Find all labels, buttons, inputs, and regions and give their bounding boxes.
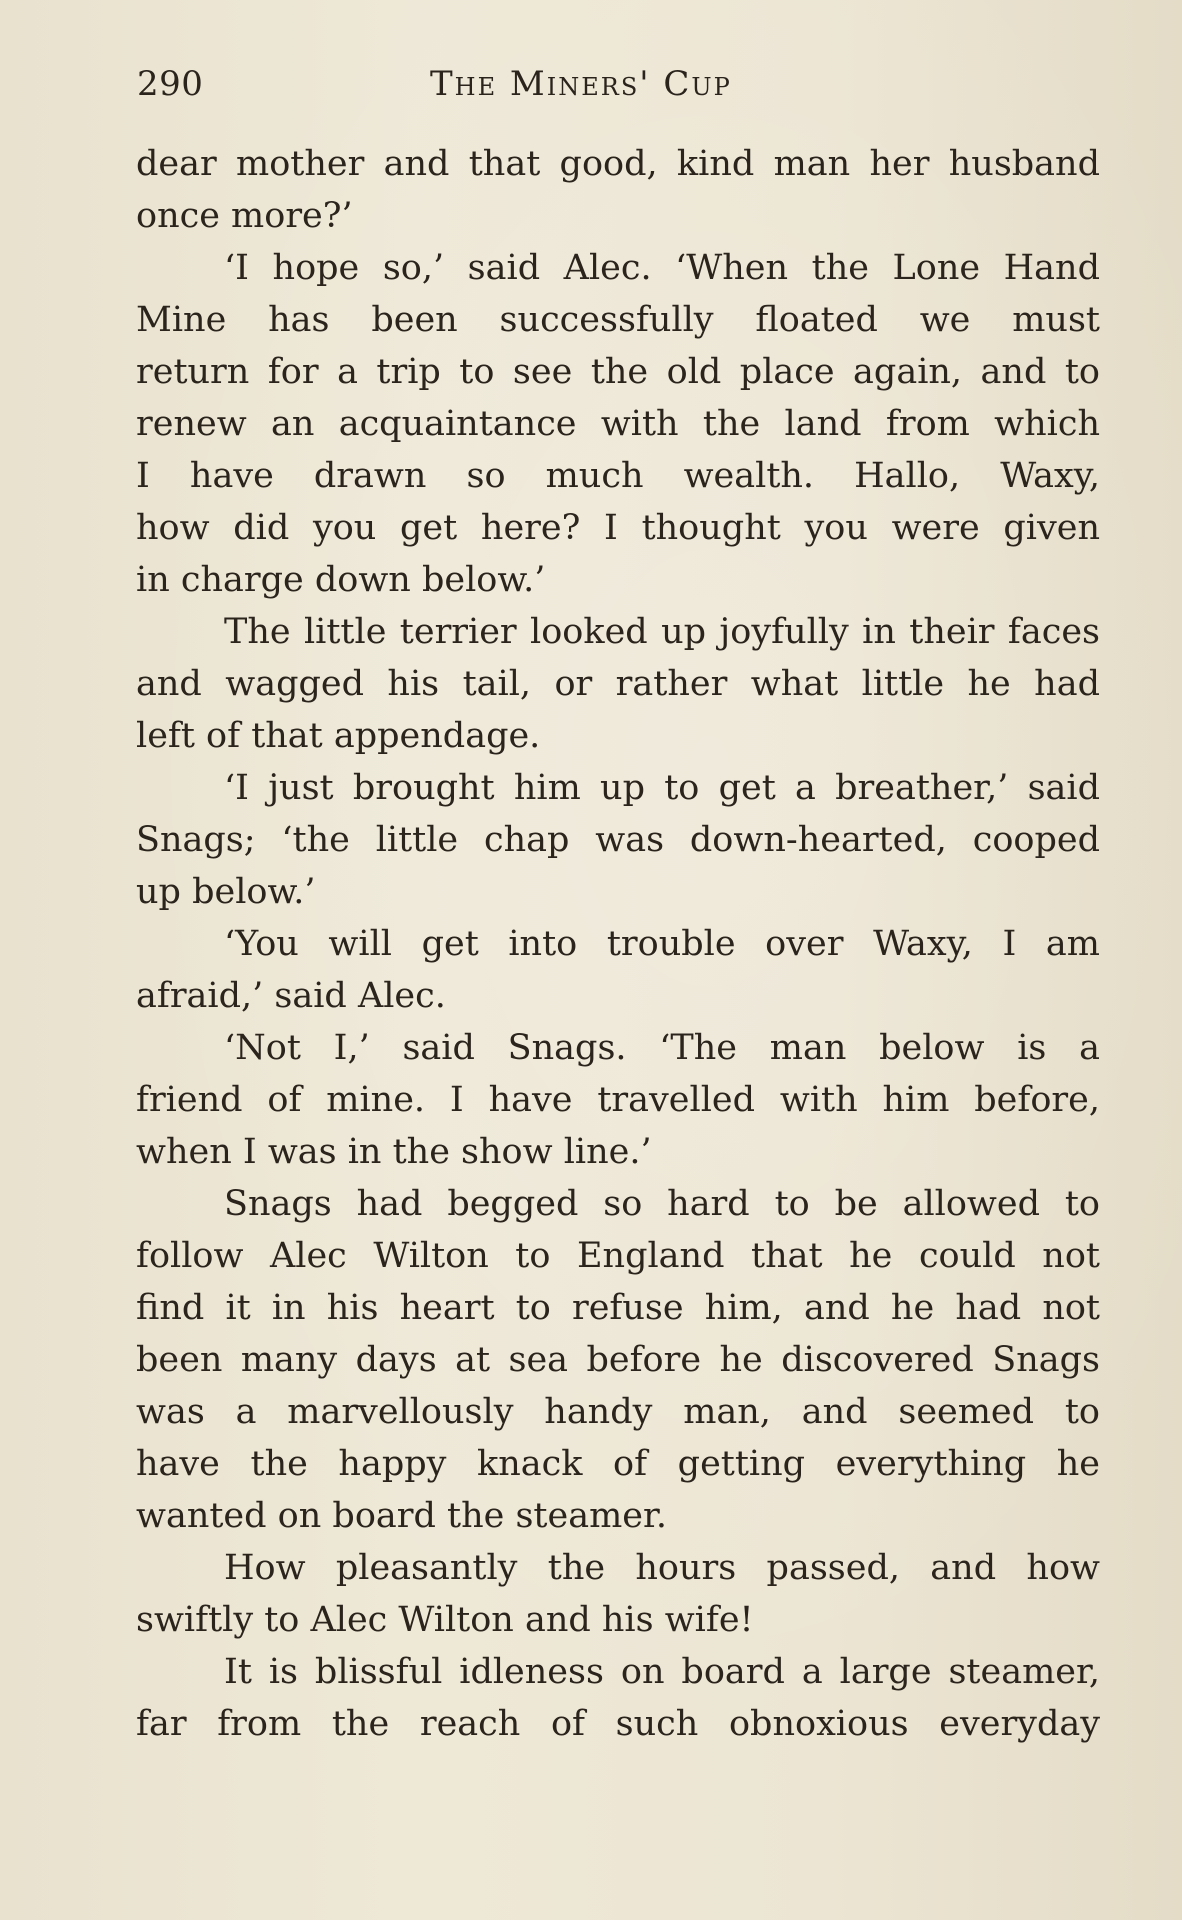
- text-line: I have drawn so much wealth. Hallo, Waxy,: [136, 456, 1100, 496]
- text-line: wanted on board the steamer.: [136, 1496, 667, 1536]
- text-line: swiftly to Alec Wilton and his wife!: [136, 1600, 754, 1640]
- text-line: ‘Not I,’ said Snags. ‘The man below is a: [224, 1028, 1100, 1068]
- text-line: follow Alec Wilton to England that he could not: [136, 1236, 1100, 1276]
- running-title: The Miners' Cup: [430, 64, 732, 104]
- text-line: Mine has been successfully floated we must: [136, 300, 1100, 340]
- text-line: how did you get here? I thought you were given: [136, 508, 1100, 548]
- text-line: when I was in the show line.’: [136, 1132, 652, 1172]
- body-text: [136, 138, 1100, 1750]
- text-line: once more?’: [136, 196, 353, 236]
- text-line: ‘I hope so,’ said Alec. ‘When the Lone Hand: [224, 248, 1100, 288]
- text-line: find it in his heart to refuse him, and he had not: [136, 1288, 1100, 1328]
- text-line: left of that appendage.: [136, 716, 541, 756]
- text-line: dear mother and that good, kind man her husband: [136, 144, 1100, 184]
- text-line: up below.’: [136, 872, 316, 912]
- page-header: [0, 60, 1182, 110]
- text-line: been many days at sea before he discovered Snags: [136, 1340, 1100, 1380]
- text-line: was a marvellously handy man, and seemed to: [136, 1392, 1100, 1432]
- text-line: ‘I just brought him up to get a breather,’ said: [224, 768, 1100, 808]
- text-line: far from the reach of such obnoxious everyday: [136, 1704, 1100, 1744]
- text-line: ‘You will get into trouble over Waxy, I am: [224, 924, 1100, 964]
- text-line: and wagged his tail, or rather what little he had: [136, 664, 1100, 704]
- text-line: renew an acquaintance with the land from which: [136, 404, 1100, 444]
- text-line: in charge down below.’: [136, 560, 546, 600]
- text-line: Snags; ‘the little chap was down-hearted, cooped: [136, 820, 1100, 860]
- text-line: return for a trip to see the old place again, and to: [136, 352, 1100, 392]
- text-line: afraid,’ said Alec.: [136, 976, 446, 1016]
- text-line: It is blissful idleness on board a large steamer,: [224, 1652, 1100, 1692]
- text-line: How pleasantly the hours passed, and how: [224, 1548, 1100, 1588]
- text-line: Snags had begged so hard to be allowed to: [224, 1184, 1100, 1224]
- page-number: 290: [137, 64, 204, 104]
- text-line: have the happy knack of getting everything he: [136, 1444, 1100, 1484]
- text-line: The little terrier looked up joyfully in their faces: [224, 612, 1100, 652]
- text-line: friend of mine. I have travelled with him before,: [136, 1080, 1100, 1120]
